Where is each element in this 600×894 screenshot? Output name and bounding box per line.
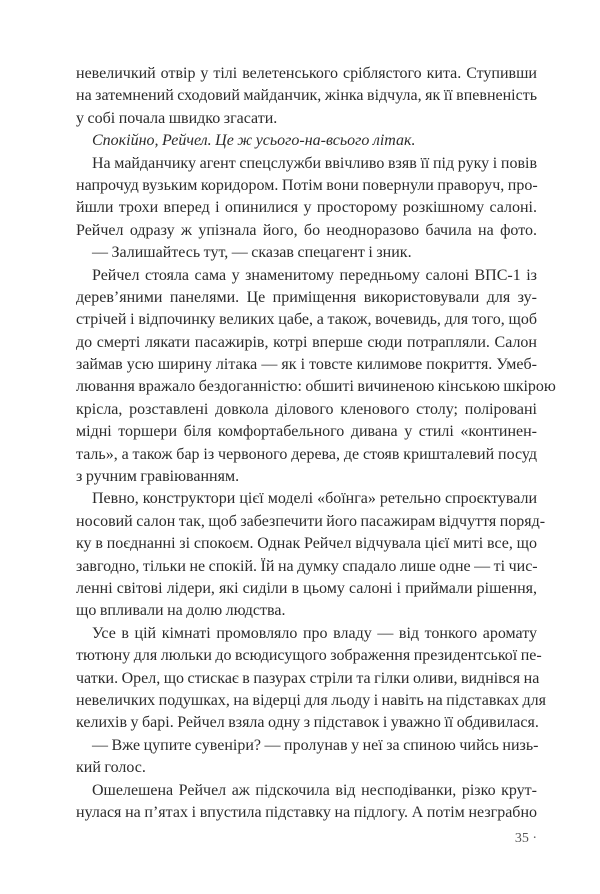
- text-line: кий голос.: [76, 759, 146, 777]
- text-line: йшли трохи вперед і опинилися у просторому розкішному салоні.: [76, 199, 537, 217]
- text-line: ку в поєднанні зі спокоєм. Однак Рейчел відчувала цієї миті все, що: [76, 535, 537, 553]
- text-line: Ошелешена Рейчел аж підскочила від несподіванки, різко крут-: [92, 781, 537, 799]
- text-line: чатки. Орел, що стискає в пазурах стріли та гілки оливи, виднівся на: [76, 669, 540, 687]
- text-line: Певно, конструктори цієї моделі «боїнга» ретельно спроєктували: [92, 490, 537, 508]
- text-line: завгодно, тільки не спокій. Їй на думку спадало лише одне — ті чис-: [76, 557, 538, 575]
- text-line: Рейчел стояла сама у знаменитому передньому салоні ВПС-1 із: [92, 266, 537, 284]
- text-line: на затемнений сходовий майданчик, жінка відчула, як її впевненість: [76, 87, 537, 105]
- text-line: лювання вражало бездоганністю: обшиті вичиненою кінською шкірою: [76, 378, 556, 396]
- text-line: дерев’яними панелями. Це приміщення використовували для зу-: [76, 288, 537, 306]
- page-number: 35 ·: [514, 831, 537, 846]
- text-line: стрічей і відпочинку великих цабе, а також, вочевидь, для того, щоб: [76, 311, 537, 329]
- text-line: келихів у барі. Рейчел взяла одну з підставок і уважно її обдивилася.: [76, 714, 539, 732]
- body-text: [76, 63, 556, 824]
- text-line: мідні торшери біля комфортабельного дивана у стилі «континен-: [76, 423, 537, 441]
- text-line: нулася на п’ятах і впустила підставку на підлогу. А потім незграбно: [76, 803, 537, 821]
- text-line: — Вже цупите сувеніри? — пролунав у неї за спиною чийсь низь-: [92, 736, 539, 754]
- text-line: Спокійно, Рейчел. Це ж усього-на-всього літак.: [92, 132, 416, 150]
- text-line: з ручним гравіюванням.: [76, 468, 240, 486]
- text-line: до смерті лякати пасажирів, котрі вперше сюди потрапляли. Салон: [76, 333, 537, 351]
- text-line: невеличких подушках, на відерці для льоду і навіть на підставках для: [76, 691, 546, 709]
- text-line: невеличкий отвір у тілі велетенського сріблястого кита. Ступивши: [76, 65, 537, 82]
- text-line: На майданчику агент спецслужби ввічливо взяв її під руку і повів: [92, 154, 537, 172]
- text-line: Рейчел одразу ж упізнала його, бо неодноразово бачила на фото.: [76, 221, 537, 239]
- text-line: крісла, розставлені довкола ділового кленового столу; поліровані: [76, 400, 537, 418]
- text-line: напрочуд вузьким коридором. Потім вони повернули праворуч, про-: [76, 176, 538, 194]
- text-line: займав усю ширину літака — як і товсте килимове покриття. Умеб-: [76, 356, 537, 374]
- text-line: ленні світові лідери, які сиділи в цьому салоні і приймали рішення,: [76, 579, 537, 597]
- text-line: у собі почала швидко згасати.: [76, 109, 278, 127]
- text-line: таль», а також бар із червоного дерева, де стояв кришталевий посуд: [76, 445, 537, 463]
- text-line: що впливали на долю людства.: [76, 602, 286, 620]
- text-line: носовий салон так, щоб забезпечити його пасажирам відчуття поряд-: [76, 512, 546, 530]
- text-line: — Залишайтесь тут, — сказав спецагент і зник.: [92, 244, 412, 262]
- text-line: Усе в цій кімнаті промовляло про владу — від тонкого аромату: [92, 624, 537, 642]
- text-line: тютюну для люльки до всюдисущого зображення президентської пе-: [76, 647, 542, 665]
